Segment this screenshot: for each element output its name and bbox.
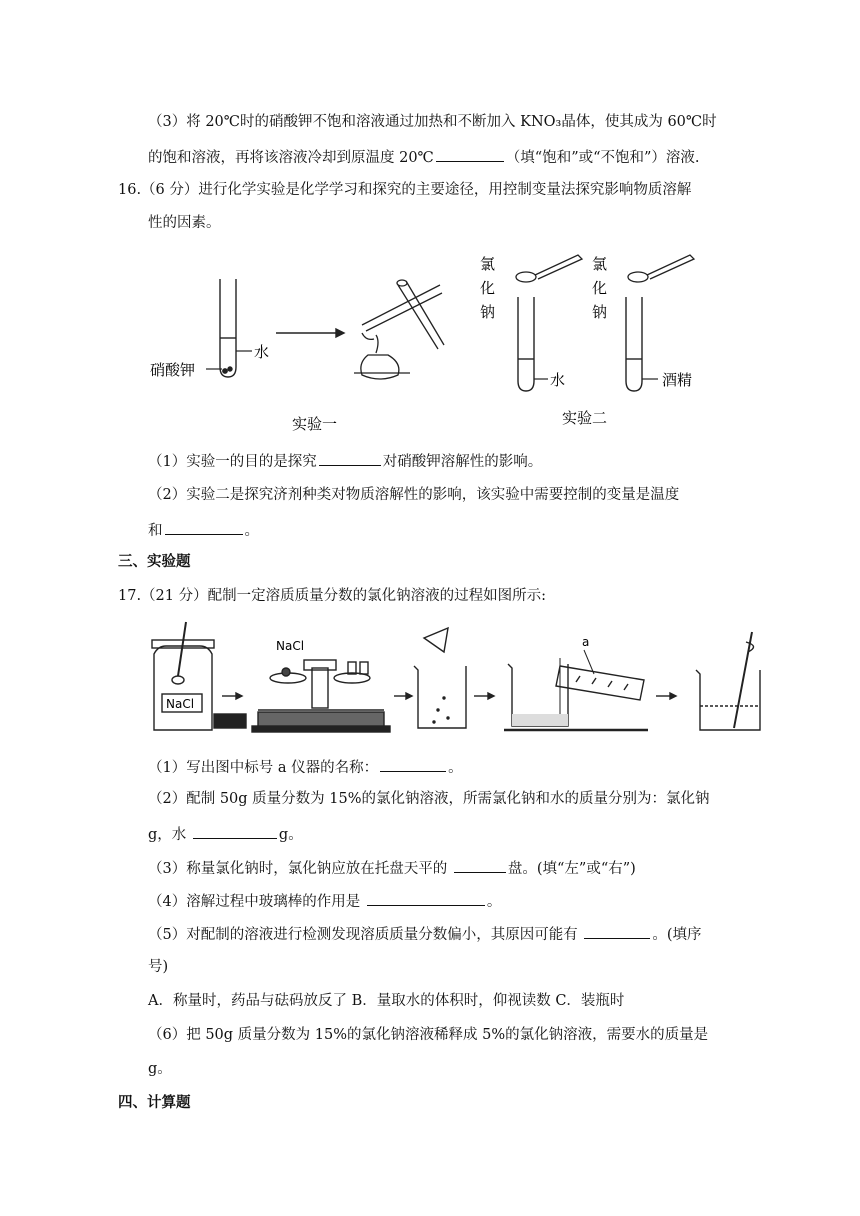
beaker-with-cylinder [504, 658, 648, 730]
q17-4-text-a: （4）溶解过程中玻璃棒的作用是 [148, 894, 361, 910]
q17-4-text-b: 。 [486, 894, 502, 910]
reagent-bottle [152, 622, 246, 730]
spoon-left [516, 255, 582, 282]
test-tube-water [518, 297, 534, 391]
section-heading-4: 四、计算题 [118, 1094, 191, 1111]
q16-1 [148, 449, 542, 473]
answer-blank-q17-5[interactable] [584, 922, 650, 939]
answer-blank-q16-1[interactable] [319, 449, 381, 466]
q17-5-options: A．称量时，药品与砝码放反了 B．量取水的体积时，仰视读数 C．装瓶时 [148, 993, 625, 1009]
q16-figure [140, 245, 740, 435]
label-nacl-4: 氯 [592, 255, 608, 273]
beaker-stirring [696, 632, 760, 730]
q15-3-line1: （3）将 20℃时的硝酸钾不饱和溶液通过加热和不断加入 KNO₃晶体，使其成为 60℃时 [148, 114, 717, 130]
q16-stem-line2: 性的因素。 [148, 215, 221, 231]
q16-2-line2 [148, 518, 259, 542]
label-nacl-3: 钠 [480, 303, 496, 321]
q17-2-line2 [148, 822, 303, 846]
q16-stem-line1: 16.（6 分）进行化学实验是化学学习和探究的主要途径，用控制变量法探究影响物质溶解 [118, 182, 692, 198]
q16-1-text-b: 对硝酸钾溶解性的影响。 [382, 454, 543, 470]
q17-figure [148, 618, 768, 740]
test-tube-alcohol [626, 297, 642, 391]
label-nacl-bottle: NaCl [166, 697, 195, 711]
q15-3-text-b: （填“饱和”或“不饱和”）溶液. [505, 150, 700, 166]
label-alcohol: 酒精 [662, 371, 693, 389]
q17-5-text-b: 。(填序 [652, 927, 702, 943]
q16-2-text-c: 。 [244, 523, 259, 539]
label-experiment2: 实验二 [562, 409, 608, 427]
beaker-pouring-salt [414, 628, 466, 728]
q16-1-text-a: （1）实验一的目的是探究 [148, 454, 317, 470]
q17-6-line2: g。 [148, 1061, 172, 1077]
arrow-3 [474, 693, 494, 699]
q17-3-text-b: 盘。(填“左”或“右”) [507, 861, 636, 877]
section-heading-3: 三、实验题 [118, 553, 191, 570]
answer-blank-saturation[interactable] [436, 145, 504, 162]
balance-scale [252, 660, 390, 732]
q17-3-text-a: （3）称量氯化钠时，氯化钠应放在托盘天平的 [148, 861, 448, 877]
q17-1-text-a: （1）写出图中标号 a 仪器的名称： [148, 760, 379, 776]
answer-blank-q17-3[interactable] [454, 856, 506, 873]
q16-2-text-b: 和 [148, 523, 163, 539]
q17-6-line1: （6）把 50g 质量分数为 15%的氯化钠溶液稀释成 5%的氯化钠溶液，需要水的质量是 [148, 1027, 709, 1043]
q17-2-text-b: g，水 [148, 827, 187, 843]
q17-5-line1 [148, 922, 702, 946]
q17-stem: 17.（21 分）配制一定溶质质量分数的氯化钠溶液的过程如图所示: [118, 588, 547, 604]
label-nacl-1: 氯 [480, 255, 496, 273]
label-water-exp2: 水 [550, 371, 566, 389]
label-water-exp1: 水 [254, 343, 270, 361]
q17-2-line1: （2）配制 50g 质量分数为 15%的氯化钠溶液，所需氯化钠和水的质量分别为：氯化钠 [148, 791, 710, 807]
arrow-exp1 [276, 329, 344, 337]
q17-2-text-c: g。 [278, 827, 303, 843]
answer-blank-q16-2[interactable] [165, 518, 243, 535]
arrow-1 [222, 693, 242, 699]
q17-3 [148, 856, 636, 880]
label-nacl-2: 化 [480, 279, 496, 297]
q16-2-line1: （2）实验二是探究济剂种类对物质溶解性的影响，该实验中需要控制的变量是温度 [148, 487, 680, 503]
arrow-4 [656, 693, 676, 699]
heating-apparatus [354, 280, 444, 379]
test-tube-kno3 [220, 279, 236, 377]
q17-1 [148, 755, 463, 779]
q17-5-line2: 号) [148, 959, 169, 975]
label-kno3: 硝酸钾 [150, 361, 196, 379]
label-nacl-scale: NaCl [276, 639, 305, 653]
q17-5-text-a: （5）对配制的溶液进行检测发现溶质质量分数偏小，其原因可能有 [148, 927, 578, 943]
label-a: a [582, 635, 590, 649]
q15-3-text-a: 的饱和溶液，再将该溶液冷却到原温度 20℃ [148, 150, 434, 166]
spoon-right [628, 255, 694, 282]
answer-blank-q17-2-water[interactable] [193, 822, 277, 839]
q15-3-line2 [148, 145, 700, 169]
label-nacl-5: 化 [592, 279, 608, 297]
answer-blank-q17-1[interactable] [380, 755, 446, 772]
answer-blank-q17-4[interactable] [367, 889, 485, 906]
label-nacl-6: 钠 [592, 303, 608, 321]
arrow-2 [394, 693, 412, 699]
label-experiment1: 实验一 [292, 415, 338, 433]
q17-4 [148, 889, 501, 913]
q17-1-text-b: 。 [448, 760, 463, 776]
